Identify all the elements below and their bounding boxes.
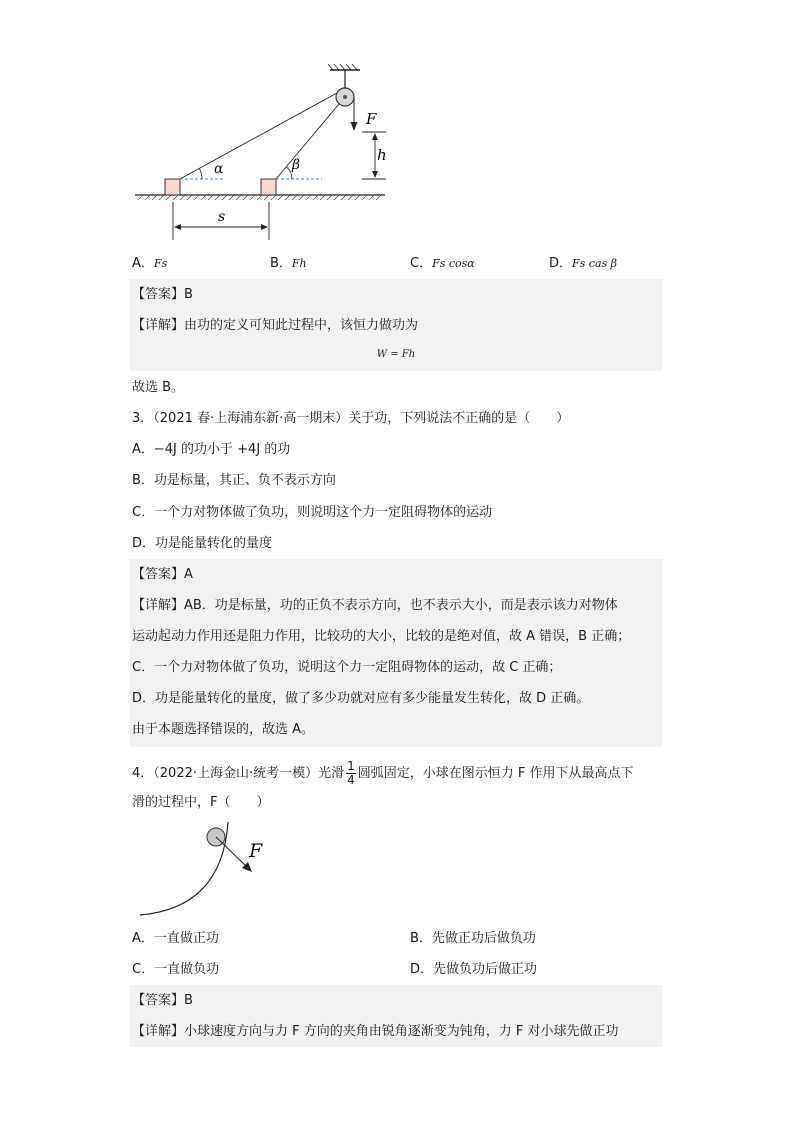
arc-figure <box>134 822 274 920</box>
q4-detail: 【详解】小球速度方向与力 F 方向的夹角由锐角逐渐变为钝角，力 F 对小球先做正功 <box>132 1024 619 1039</box>
q2-option-c[interactable]: C．Fs cosα <box>410 256 475 271</box>
q3-detail-line-5: 由于本题选择错误的，故选 A。 <box>132 722 315 737</box>
q3-stem: 3．（2021 春·上海浦东新·高一期末）关于功，下列说法不正确的是（ ） <box>132 411 570 426</box>
q3-detail-line-3: C．一个力对物体做了负功，说明这个力一定阻碍物体的运动，故 C 正确； <box>132 660 562 675</box>
q2-answer: 【答案】B <box>132 287 193 302</box>
q3-detail-line-1: 【详解】AB．功是标量，功的正负不表示方向，也不表示大小，而是表示该力对物体 <box>132 598 618 613</box>
arc-force-label: F <box>249 840 263 862</box>
q2-option-b[interactable]: B．Fh <box>270 256 307 271</box>
q2-formula: W = Fh <box>376 349 416 360</box>
quarter-fraction: $\frac{1}{4}$ <box>347 759 355 787</box>
pulley-figure <box>130 62 390 247</box>
q4-option-a[interactable]: A．一直做正功 <box>132 931 219 946</box>
alpha-label: α <box>214 161 224 177</box>
q4-option-b[interactable]: B．先做正功后做负功 <box>410 931 536 946</box>
q3-option-c[interactable]: C．一个力对物体做了负功，则说明这个力一定阻碍物体的运动 <box>132 505 493 520</box>
q4-answer-box <box>130 985 662 1047</box>
height-label: h <box>377 146 387 164</box>
q3-answer-box <box>130 559 662 747</box>
q2-option-d[interactable]: D．Fs cas β <box>549 256 618 271</box>
distance-label: s <box>218 209 226 225</box>
q2-answer-box <box>130 279 662 371</box>
beta-label: β <box>292 157 301 173</box>
q2-conclusion: 故选 B。 <box>132 380 185 395</box>
q3-answer: 【答案】A <box>132 567 193 582</box>
q2-option-a[interactable]: A．Fs <box>132 256 168 271</box>
q3-detail-line-2: 运动起动力作用还是阻力作用，比较功的大小，比较的是绝对值，故 A 错误，B 正确； <box>132 629 631 644</box>
q4-answer: 【答案】B <box>132 993 193 1008</box>
q3-option-a[interactable]: A．−4J 的功小于 +4J 的功 <box>132 442 291 457</box>
force-label: F <box>366 110 377 128</box>
q4-stem-line-2: 滑的过程中，F（ ） <box>132 795 270 810</box>
q3-detail-line-4: D．功是能量转化的量度，做了多少功就对应有多少能量发生转化，故 D 正确。 <box>132 691 590 706</box>
q3-option-b[interactable]: B．功是标量，其正、负不表示方向 <box>132 473 336 488</box>
q4-stem-line-1: 4．（2022·上海金山·统考一模）光滑 $\frac{1}{4}$ 圆弧固定，小球在图示恒力 F 作用下从最高点下 <box>132 759 634 787</box>
q2-detail: 【详解】由功的定义可知此过程中，该恒力做功为 <box>132 318 419 333</box>
q4-option-d[interactable]: D．先做负功后做正功 <box>410 962 538 977</box>
q4-option-c[interactable]: C．一直做负功 <box>132 962 220 977</box>
q2-options <box>132 254 662 274</box>
q3-option-d[interactable]: D．功是能量转化的量度 <box>132 536 273 551</box>
